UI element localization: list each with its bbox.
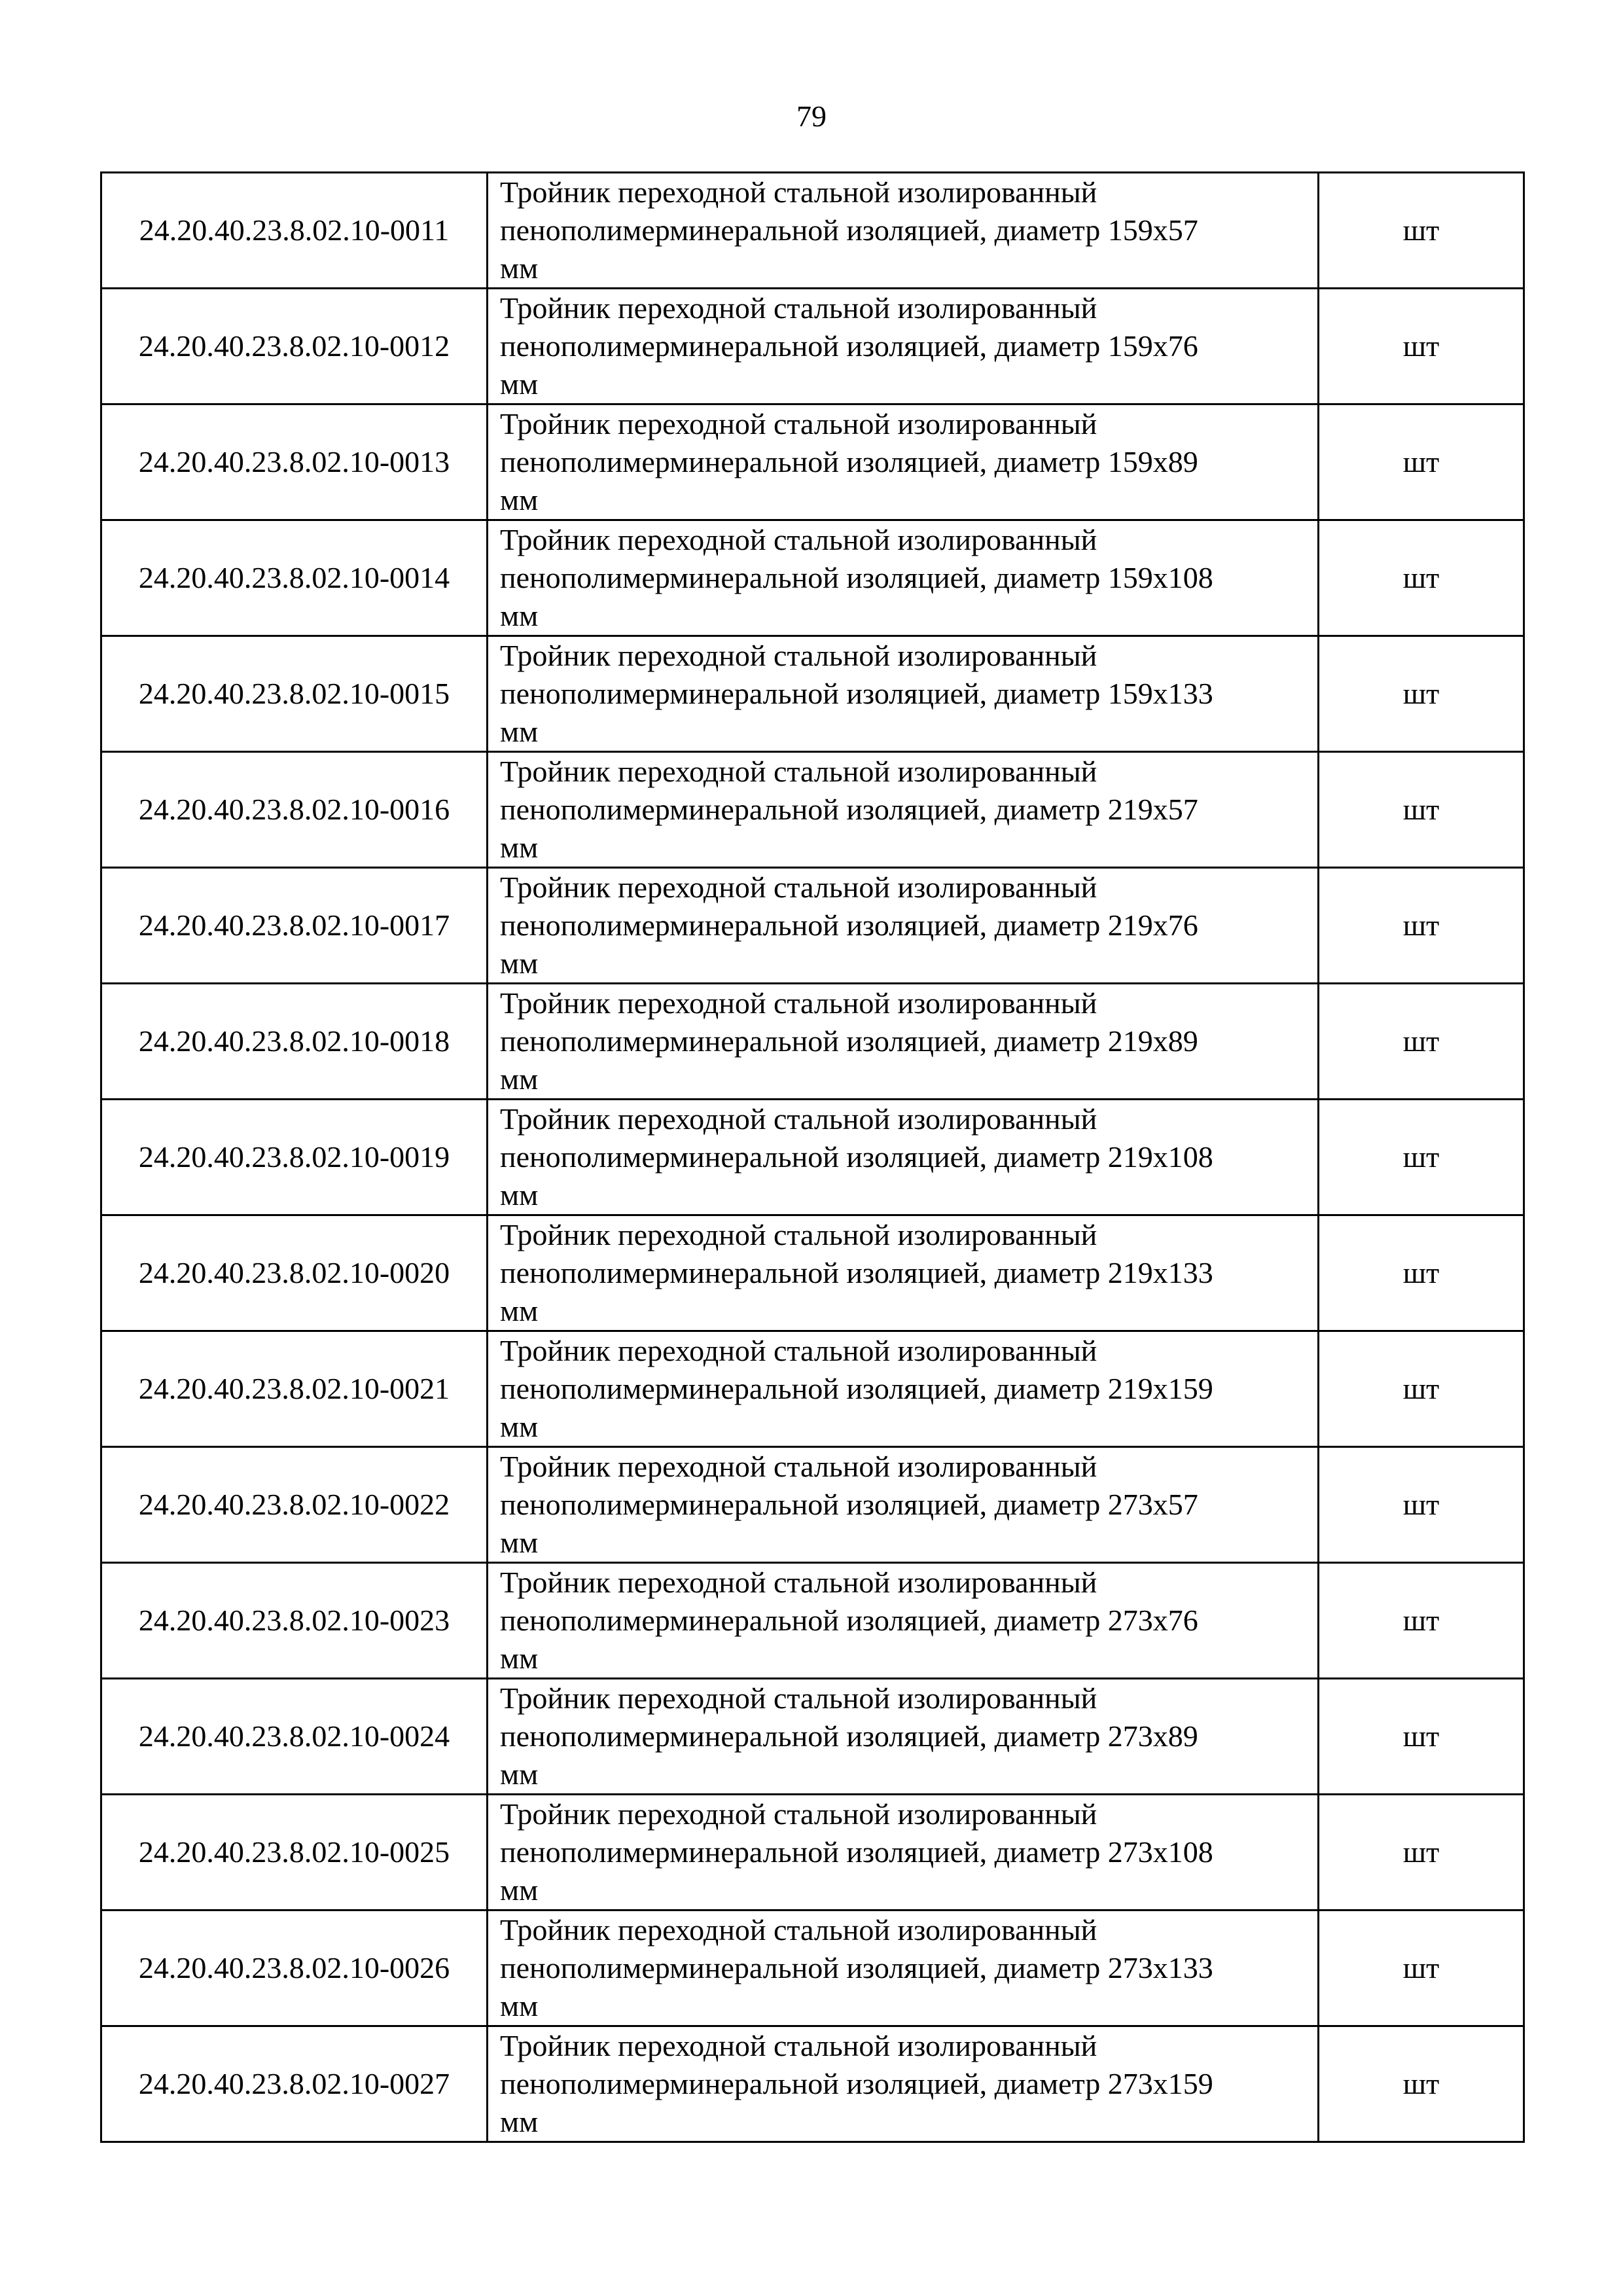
description-line-2: пенополимерминеральной изоляцией, диаметр 219х76 (500, 908, 1198, 942)
resource-code (101, 1100, 488, 1215)
unit-text: шт (1402, 1604, 1440, 1637)
code-text: 24.20.40.23.8.02.10-0017 (138, 908, 450, 942)
unit-of-measure (1319, 1679, 1524, 1795)
unit-text: шт (1402, 445, 1440, 478)
table-row (101, 1679, 1524, 1795)
description-line-1: Тройник переходной стальной изолированный (500, 1566, 1097, 1599)
code-text: 24.20.40.23.8.02.10-0011 (139, 213, 450, 247)
description-line-3: мм (500, 831, 539, 864)
code-text: 24.20.40.23.8.02.10-0013 (138, 445, 450, 478)
unit-text: шт (1402, 213, 1440, 247)
resource-code (101, 1215, 488, 1331)
resource-description (488, 1563, 1319, 1679)
code-text: 24.20.40.23.8.02.10-0022 (138, 1488, 450, 1521)
resource-description (488, 1100, 1319, 1215)
description-line-1: Тройник переходной стальной изолированный (500, 986, 1097, 1020)
code-text: 24.20.40.23.8.02.10-0012 (138, 329, 450, 363)
description-line-2: пенополимерминеральной изоляцией, диаметр 159х89 (500, 445, 1198, 478)
description-line-1: Тройник переходной стальной изолированный (500, 1334, 1097, 1367)
description-line-3: мм (500, 1641, 539, 1675)
unit-text: шт (1402, 793, 1440, 826)
unit-of-measure (1319, 520, 1524, 636)
catalog-table-body (101, 173, 1524, 2142)
table-row (101, 1910, 1524, 2026)
description-line-3: мм (500, 2105, 539, 2138)
description-line-2: пенополимерминеральной изоляцией, диаметр 273х89 (500, 1719, 1198, 1753)
code-text: 24.20.40.23.8.02.10-0027 (138, 2067, 450, 2100)
table-row (101, 1100, 1524, 1215)
description-line-2: пенополимерминеральной изоляцией, диаметр 159х76 (500, 329, 1198, 363)
unit-of-measure (1319, 2026, 1524, 2142)
description-line-2: пенополимерминеральной изоляцией, диаметр 219х57 (500, 793, 1198, 826)
description-line-2: пенополимерминеральной изоляцией, диаметр 273х76 (500, 1604, 1198, 1637)
code-text: 24.20.40.23.8.02.10-0014 (138, 561, 450, 594)
description-line-3: мм (500, 1178, 539, 1211)
description-line-1: Тройник переходной стальной изолированный (500, 291, 1097, 325)
unit-text: шт (1402, 1024, 1440, 1058)
resource-code (101, 2026, 488, 2142)
description-line-3: мм (500, 715, 539, 748)
unit-text: шт (1402, 561, 1440, 594)
code-text: 24.20.40.23.8.02.10-0023 (138, 1604, 450, 1637)
description-line-3: мм (500, 1757, 539, 1791)
description-line-1: Тройник переходной стальной изолированный (500, 407, 1097, 440)
description-line-2: пенополимерминеральной изоляцией, диаметр 219х159 (500, 1372, 1213, 1405)
resource-code (101, 868, 488, 984)
unit-of-measure (1319, 1447, 1524, 1563)
unit-of-measure (1319, 1331, 1524, 1447)
unit-text: шт (1402, 1835, 1440, 1869)
resource-code (101, 1910, 488, 2026)
resource-description (488, 984, 1319, 1100)
table-row (101, 404, 1524, 520)
description-line-3: мм (500, 367, 539, 401)
description-line-3: мм (500, 1062, 539, 1096)
resource-code (101, 289, 488, 404)
code-text: 24.20.40.23.8.02.10-0025 (138, 1835, 450, 1869)
description-line-2: пенополимерминеральной изоляцией, диаметр 273х108 (500, 1835, 1213, 1869)
table-row (101, 752, 1524, 868)
resource-description (488, 1679, 1319, 1795)
resource-description (488, 173, 1319, 289)
unit-of-measure (1319, 1795, 1524, 1910)
resource-description (488, 289, 1319, 404)
unit-of-measure (1319, 1215, 1524, 1331)
unit-of-measure (1319, 984, 1524, 1100)
description-line-1: Тройник переходной стальной изолированный (500, 1450, 1097, 1483)
table-row (101, 868, 1524, 984)
description-line-3: мм (500, 599, 539, 632)
resource-code (101, 1331, 488, 1447)
table-row (101, 173, 1524, 289)
description-line-3: мм (500, 251, 539, 285)
description-line-1: Тройник переходной стальной изолированный (500, 1102, 1097, 1136)
table-row (101, 520, 1524, 636)
resource-code (101, 636, 488, 752)
unit-of-measure (1319, 1910, 1524, 2026)
description-line-2: пенополимерминеральной изоляцией, диаметр 219х89 (500, 1024, 1198, 1058)
code-text: 24.20.40.23.8.02.10-0018 (138, 1024, 450, 1058)
description-line-1: Тройник переходной стальной изолированный (500, 523, 1097, 556)
unit-text: шт (1402, 1140, 1440, 1174)
unit-text: шт (1402, 677, 1440, 710)
description-line-1: Тройник переходной стальной изолированный (500, 1218, 1097, 1251)
resource-description (488, 1447, 1319, 1563)
resource-description (488, 404, 1319, 520)
description-line-1: Тройник переходной стальной изолированный (500, 1681, 1097, 1715)
description-line-2: пенополимерминеральной изоляцией, диаметр 273х57 (500, 1488, 1198, 1521)
description-line-3: мм (500, 1873, 539, 1907)
resource-code (101, 984, 488, 1100)
unit-of-measure (1319, 1563, 1524, 1679)
description-line-1: Тройник переходной стальной изолированный (500, 639, 1097, 672)
description-line-1: Тройник переходной стальной изолированный (500, 2029, 1097, 2062)
unit-of-measure (1319, 752, 1524, 868)
table-row (101, 984, 1524, 1100)
description-line-2: пенополимерминеральной изоляцией, диаметр 159х108 (500, 561, 1213, 594)
description-line-1: Тройник переходной стальной изолированный (500, 1797, 1097, 1831)
description-line-3: мм (500, 1989, 539, 2022)
page-number: 79 (796, 99, 827, 133)
unit-of-measure (1319, 173, 1524, 289)
unit-text: шт (1402, 908, 1440, 942)
resource-description (488, 1215, 1319, 1331)
resource-code (101, 752, 488, 868)
code-text: 24.20.40.23.8.02.10-0016 (138, 793, 450, 826)
code-text: 24.20.40.23.8.02.10-0024 (138, 1719, 450, 1753)
table-row (101, 1215, 1524, 1331)
resource-code (101, 173, 488, 289)
unit-of-measure (1319, 289, 1524, 404)
resource-description (488, 520, 1319, 636)
unit-of-measure (1319, 868, 1524, 984)
description-line-3: мм (500, 1410, 539, 1443)
catalog-table (100, 171, 1525, 2143)
description-line-2: пенополимерминеральной изоляцией, диаметр 219х108 (500, 1140, 1213, 1174)
description-line-3: мм (500, 946, 539, 980)
description-line-2: пенополимерминеральной изоляцией, диаметр 159х57 (500, 213, 1198, 247)
description-line-1: Тройник переходной стальной изолированный (500, 1913, 1097, 1946)
description-line-3: мм (500, 1526, 539, 1559)
unit-of-measure (1319, 404, 1524, 520)
unit-text: шт (1402, 329, 1440, 363)
resource-description (488, 752, 1319, 868)
description-line-2: пенополимерминеральной изоляцией, диаметр 273х159 (500, 2067, 1213, 2100)
resource-description (488, 636, 1319, 752)
description-line-2: пенополимерминеральной изоляцией, диаметр 219х133 (500, 1256, 1213, 1289)
resource-code (101, 1795, 488, 1910)
description-line-1: Тройник переходной стальной изолированный (500, 175, 1097, 209)
resource-code (101, 404, 488, 520)
description-line-2: пенополимерминеральной изоляцией, диаметр 273х133 (500, 1951, 1213, 1984)
resource-description (488, 868, 1319, 984)
resource-code (101, 1679, 488, 1795)
resource-code (101, 520, 488, 636)
resource-code (101, 1563, 488, 1679)
table-row (101, 1331, 1524, 1447)
table-row (101, 1795, 1524, 1910)
code-text: 24.20.40.23.8.02.10-0020 (138, 1256, 450, 1289)
description-line-1: Тройник переходной стальной изолированный (500, 755, 1097, 788)
resource-description (488, 1331, 1319, 1447)
unit-text: шт (1402, 1256, 1440, 1289)
table-row (101, 1563, 1524, 1679)
code-text: 24.20.40.23.8.02.10-0015 (138, 677, 450, 710)
resource-code (101, 1447, 488, 1563)
code-text: 24.20.40.23.8.02.10-0021 (138, 1372, 450, 1405)
code-text: 24.20.40.23.8.02.10-0026 (138, 1951, 450, 1984)
unit-of-measure (1319, 1100, 1524, 1215)
table-row (101, 289, 1524, 404)
description-line-1: Тройник переходной стальной изолированный (500, 870, 1097, 904)
description-line-3: мм (500, 483, 539, 516)
unit-text: шт (1402, 2067, 1440, 2100)
resource-description (488, 2026, 1319, 2142)
unit-text: шт (1402, 1372, 1440, 1405)
unit-text: шт (1402, 1951, 1440, 1984)
resource-description (488, 1795, 1319, 1910)
description-line-3: мм (500, 1294, 539, 1327)
table-row (101, 2026, 1524, 2142)
unit-text: шт (1402, 1719, 1440, 1753)
unit-text: шт (1402, 1488, 1440, 1521)
table-row (101, 1447, 1524, 1563)
unit-of-measure (1319, 636, 1524, 752)
table-row (101, 636, 1524, 752)
code-text: 24.20.40.23.8.02.10-0019 (138, 1140, 450, 1174)
description-line-2: пенополимерминеральной изоляцией, диаметр 159х133 (500, 677, 1213, 710)
resource-description (488, 1910, 1319, 2026)
